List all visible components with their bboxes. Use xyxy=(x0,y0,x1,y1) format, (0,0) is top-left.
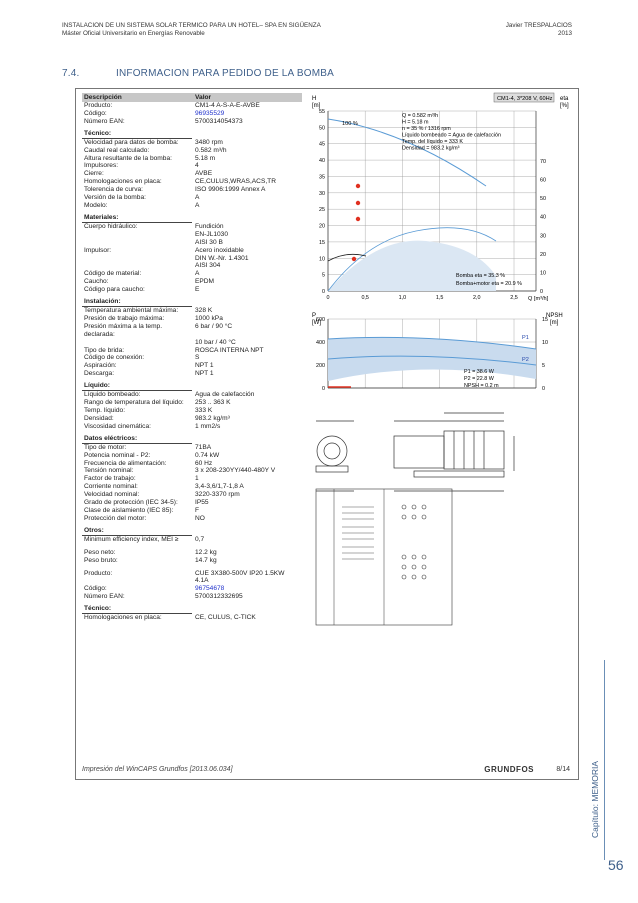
table-row xyxy=(82,407,302,415)
table-row xyxy=(82,155,302,163)
row-value: NPT 1 xyxy=(195,370,214,378)
row-value: A xyxy=(195,201,200,209)
info-line: n = 35 % / 1316 rpm xyxy=(402,126,451,132)
row-value: ROSCA INTERNA NPT xyxy=(195,346,264,354)
table-row xyxy=(82,102,302,110)
table-row xyxy=(82,515,302,523)
row-key xyxy=(82,262,194,270)
dimension-drawing xyxy=(314,401,574,501)
row-key: Código para caucho: xyxy=(84,286,145,294)
legend-eta: Bomba eta = 35.3 % xyxy=(456,273,505,279)
table-row xyxy=(82,347,302,355)
row-key: Código: xyxy=(84,109,107,117)
section-subheading: Otros: xyxy=(82,527,192,536)
row-value: ISO 9906:1999 Annex A xyxy=(195,186,266,194)
row-key xyxy=(82,239,194,247)
info-line: Líquido bombeado = Agua de calefacción xyxy=(402,132,502,139)
row-value: A xyxy=(195,270,200,278)
info-line: H = 5.18 m xyxy=(402,119,429,126)
op-point-2 xyxy=(356,201,360,205)
header-left xyxy=(62,22,321,38)
p-tick: 600 xyxy=(316,317,325,323)
info-block xyxy=(402,113,501,152)
row-key: Modelo: xyxy=(84,201,108,209)
row-key: Producto: xyxy=(84,102,113,109)
h-tick: 25 xyxy=(319,207,325,214)
table-row xyxy=(82,614,302,622)
svg-text:NPSH: NPSH xyxy=(546,313,563,319)
row-value: IP55 xyxy=(195,499,209,507)
row-key: Frecuencia de alimentación: xyxy=(84,459,167,467)
power-chart xyxy=(306,309,576,395)
row-key: Densidad: xyxy=(84,414,114,422)
sheet-page: 8/14 xyxy=(556,766,570,773)
performance-chart xyxy=(306,91,576,309)
row-key: Impulsor: xyxy=(84,246,112,254)
row-value: 96935529 xyxy=(195,109,225,117)
row-value: 5.18 m xyxy=(195,154,216,162)
table-row xyxy=(82,247,302,255)
row-value: AISI 30 B xyxy=(195,238,223,246)
table-row xyxy=(82,491,302,499)
val-p2: P2 = 22.8 W xyxy=(464,376,494,382)
datasheet xyxy=(75,88,579,780)
npsh-tick: 10 xyxy=(542,340,548,346)
row-key: Tolerencia de curva: xyxy=(84,186,144,194)
row-value: 6 bar / 90 °C xyxy=(195,322,233,330)
section-subheading: Datos eléctricos: xyxy=(82,435,192,444)
h-tick: 45 xyxy=(319,141,325,148)
svg-text:[%]: [%] xyxy=(560,103,569,109)
row-key: Cierre: xyxy=(84,170,104,178)
q-tick: 0,5 xyxy=(361,295,369,301)
spec-table xyxy=(82,93,302,622)
eta-tick: 60 xyxy=(540,177,546,184)
side-line xyxy=(604,660,605,860)
row-key: Versión de la bomba: xyxy=(84,194,146,202)
row-value: EN-JL1030 xyxy=(195,230,228,238)
row-value: NPT 1 xyxy=(195,362,214,370)
table-row xyxy=(82,483,302,491)
row-key: Presión máxima a la temp. declarada: xyxy=(84,322,163,338)
row-value: NO xyxy=(195,514,205,522)
row-key: Altura resultante de la bomba: xyxy=(84,154,172,162)
row-key: Código: xyxy=(84,585,107,593)
table-row xyxy=(82,223,302,231)
footer-note: Impresión del WinCAPS Grundfos [2013.06.034] xyxy=(82,766,233,773)
table-row xyxy=(82,262,302,270)
table-row xyxy=(82,170,302,178)
table-row xyxy=(82,178,302,186)
row-value: 1000 kPa xyxy=(195,314,223,322)
row-key: Tipo de motor: xyxy=(84,443,127,451)
page-number: 56 xyxy=(608,857,624,873)
row-value: 5700314054373 xyxy=(195,117,243,125)
eta-tick: 0 xyxy=(540,289,543,295)
row-key: Potencia nominal - P2: xyxy=(84,451,151,459)
h-tick: 50 xyxy=(319,125,325,132)
info-line: Q = 0.582 m³/h xyxy=(402,113,439,119)
table-row xyxy=(82,391,302,399)
table-row xyxy=(82,593,302,601)
section-title: INFORMACION PARA PEDIDO DE LA BOMBA xyxy=(116,68,334,79)
row-key xyxy=(82,231,194,239)
row-value: 12.2 kg xyxy=(195,548,217,556)
row-value: E xyxy=(195,286,200,294)
table-row xyxy=(82,549,302,557)
chart-badge: CM1-4, 3*208 V, 60Hz xyxy=(497,96,553,102)
row-value: 4.1A xyxy=(195,577,209,585)
row-value: 333 K xyxy=(195,407,213,414)
table-row xyxy=(82,536,302,544)
table-row xyxy=(82,585,302,593)
pump-end-view xyxy=(317,436,347,466)
row-key: Líquido bombeado: xyxy=(84,391,141,399)
section-heading xyxy=(62,68,334,79)
row-key: Factor de trabajo: xyxy=(84,475,136,483)
p-tick: 0 xyxy=(322,386,325,392)
row-key: Presión de trabajo máxima: xyxy=(84,314,165,322)
table-row xyxy=(82,354,302,362)
table-row xyxy=(82,110,302,118)
power-area xyxy=(328,337,536,381)
row-key: Homologaciones en placa: xyxy=(84,614,162,622)
table-row xyxy=(82,323,302,339)
row-key: Temp. líquido: xyxy=(84,407,126,414)
chapter-label xyxy=(588,740,602,840)
table-row xyxy=(82,278,302,286)
row-key: Rango de temperatura del líquido: xyxy=(84,399,184,407)
h-tick: 20 xyxy=(319,223,325,230)
row-value: 253 .. 363 K xyxy=(195,399,231,407)
col-value: Valor xyxy=(195,94,212,101)
row-key: Homologaciones en placa: xyxy=(84,178,162,186)
h-tick: 0 xyxy=(322,289,325,295)
row-key: Número EAN: xyxy=(84,117,125,125)
h-tick: 35 xyxy=(319,174,325,181)
row-value: S xyxy=(195,354,200,362)
row-value: 96754678 xyxy=(195,585,225,593)
table-row xyxy=(82,231,302,239)
table-header xyxy=(82,93,302,102)
info-line: Temp. del líquido = 333 K xyxy=(402,139,463,145)
row-value: 5700312332695 xyxy=(195,593,243,601)
table-row xyxy=(82,139,302,147)
row-value: 4 xyxy=(195,162,199,170)
table-row xyxy=(82,452,302,460)
q-tick: 0 xyxy=(326,295,330,301)
row-key: Velocidad nominal: xyxy=(84,491,140,499)
col-description: Descripción xyxy=(84,94,122,101)
doc-title: INSTALACION DE UN SISTEMA SOLAR TERMICO PARA UN HOTEL– SPA EN SIGÜENZA xyxy=(62,22,321,29)
row-key: Peso bruto: xyxy=(84,556,118,564)
table-row xyxy=(82,475,302,483)
row-key: Número EAN: xyxy=(84,593,125,601)
h-tick: 55 xyxy=(319,109,325,115)
table-row xyxy=(82,444,302,452)
section-subheading: Materiales: xyxy=(82,214,192,223)
h-tick: 15 xyxy=(319,239,325,246)
row-value: A xyxy=(195,194,200,202)
label-p1: P1 xyxy=(522,335,529,341)
row-value: 71BA xyxy=(195,443,212,451)
doc-year: 2013 xyxy=(557,30,572,37)
row-key: Grado de protección (IEC 34-5): xyxy=(84,499,178,507)
eta-tick: 70 xyxy=(540,159,546,165)
svg-text:[m]: [m] xyxy=(312,103,321,109)
row-key: Descarga: xyxy=(84,370,115,378)
legend-eta-motor: Bomba+motor eta = 20.9 % xyxy=(456,281,522,287)
row-value: 3,4-3,6/1,7-1,8 A xyxy=(195,483,244,491)
table-row xyxy=(82,370,302,378)
row-value: CM1-4 A-S-A-E-AVBE xyxy=(195,102,260,109)
table-row xyxy=(82,194,302,202)
row-key: Velocidad para datos de bomba: xyxy=(84,138,179,146)
table-row xyxy=(82,460,302,468)
op-point-3 xyxy=(356,217,360,221)
table-row xyxy=(82,362,302,370)
row-value: 0.74 kW xyxy=(195,451,220,459)
row-value: 0.582 m³/h xyxy=(195,146,227,154)
svg-text:Capítulo: MEMORIA: Capítulo: MEMORIA xyxy=(590,761,600,838)
table-row xyxy=(82,467,302,475)
row-key xyxy=(82,577,194,585)
row-value: AVBE xyxy=(195,170,213,178)
q-tick: 1,0 xyxy=(398,295,407,301)
row-value: CE, CULUS, C-TICK xyxy=(195,614,256,622)
h-tick: 30 xyxy=(319,190,325,197)
eta-tick: 30 xyxy=(540,233,546,240)
section-subheading: Instalación: xyxy=(82,298,192,307)
row-value: Acero inoxidable xyxy=(195,246,244,254)
row-key: Protección del motor: xyxy=(84,514,147,522)
row-key: Cuerpo hidráulico: xyxy=(84,222,138,230)
svg-text:[W]: [W] xyxy=(312,320,321,326)
row-value: AISI 304 xyxy=(195,262,221,270)
doc-subtitle: Máster Oficial Universitario en Energías Renovable xyxy=(62,30,205,37)
row-value: 328 K xyxy=(195,307,213,315)
table-row xyxy=(82,186,302,194)
table-row xyxy=(82,415,302,423)
table-row xyxy=(82,499,302,507)
q-unit: Q [m³/h] xyxy=(528,296,549,302)
row-key: Peso neto: xyxy=(84,548,116,556)
q-tick: 2,0 xyxy=(473,295,481,301)
table-row xyxy=(82,307,302,315)
row-key: Minimum efficiency index, MEI ≥ xyxy=(84,535,179,543)
row-key: Producto: xyxy=(84,569,113,577)
doc-author: Javier TRESPALACIOS xyxy=(505,22,572,29)
table-row xyxy=(82,118,302,126)
p-tick: 400 xyxy=(316,340,325,346)
row-key: Viscosidad cinemática: xyxy=(84,422,151,430)
row-value: 3 x 208-230YY/440-480Y V xyxy=(195,467,276,475)
pct-label: 100 % xyxy=(342,121,358,127)
section-subheading: Líquido: xyxy=(82,382,192,391)
row-key xyxy=(82,255,194,263)
row-key xyxy=(82,339,194,347)
eta-tick: 50 xyxy=(540,196,546,203)
row-key: Tensión nominal: xyxy=(84,467,134,475)
section-subheading: Técnico: xyxy=(82,130,192,139)
row-key: Caucho: xyxy=(84,278,109,286)
svg-text:P: P xyxy=(312,313,317,319)
npsh-tick: 5 xyxy=(542,363,545,369)
eta-unit: eta xyxy=(560,96,569,102)
row-value: 983.2 kg/m³ xyxy=(195,414,230,422)
table-row xyxy=(82,255,302,263)
table-row xyxy=(82,286,302,294)
row-value: 1 mm2/s xyxy=(195,422,221,430)
row-key: Código de conexión: xyxy=(84,354,145,362)
row-value: 0,7 xyxy=(195,535,205,543)
row-value: F xyxy=(195,506,200,514)
table-row xyxy=(82,399,302,407)
section-number: 7.4. xyxy=(62,68,80,79)
h-unit: H xyxy=(312,96,317,102)
row-key: Tipo de brida: xyxy=(84,346,125,354)
row-value: 60 Hz xyxy=(195,459,213,467)
table-row xyxy=(82,270,302,278)
table-row xyxy=(82,570,302,578)
h-tick: 10 xyxy=(319,256,325,263)
row-value: CE,CULUS,WRAS,ACS,TR xyxy=(195,178,276,186)
h-tick: 40 xyxy=(319,158,325,165)
eta-tick: 40 xyxy=(540,214,546,221)
row-value: EPDM xyxy=(195,278,215,286)
row-key: Caudal real calculado: xyxy=(84,146,150,154)
pump-side-motor xyxy=(394,436,444,468)
row-key: Clase de aislamiento (IEC 85): xyxy=(84,506,174,514)
table-row xyxy=(82,147,302,155)
val-p1: P1 = 38.6 W xyxy=(464,369,494,375)
row-key: Aspiración: xyxy=(84,362,117,370)
section-subheading: Técnico: xyxy=(82,605,192,614)
label-p2: P2 xyxy=(522,357,529,363)
table-row xyxy=(82,557,302,565)
row-value: 3480 rpm xyxy=(195,138,223,146)
eta-tick: 20 xyxy=(540,251,546,258)
wiring-diagram xyxy=(314,487,454,627)
row-key: Impulsores: xyxy=(84,162,119,170)
h-tick: 5 xyxy=(322,272,325,279)
q-tick: 1,5 xyxy=(435,295,444,301)
table-row xyxy=(82,202,302,210)
row-key: Corriente nominal: xyxy=(84,483,138,491)
row-value: Fundición xyxy=(195,222,224,230)
op-point-4 xyxy=(352,257,356,261)
table-row xyxy=(82,315,302,323)
svg-text:[m]: [m] xyxy=(550,320,559,326)
grundfos-logo: GRUNDFOS xyxy=(484,765,534,774)
table-row xyxy=(82,239,302,247)
eta-tick: 10 xyxy=(540,270,546,277)
row-value: 14.7 kg xyxy=(195,556,217,564)
op-point-1 xyxy=(356,184,360,188)
header-right xyxy=(506,22,572,38)
row-value: 1 xyxy=(195,475,199,483)
table-row xyxy=(82,423,302,431)
q-tick: 2,5 xyxy=(510,295,518,301)
row-value: DIN W.-Nr. 1.4301 xyxy=(195,254,249,262)
row-value: 3220-3370 rpm xyxy=(195,491,240,499)
val-npsh: NPSH = 0.2 m xyxy=(464,383,499,389)
npsh-tick: 15 xyxy=(542,317,548,323)
table-row xyxy=(82,162,302,170)
row-key: Código de material: xyxy=(84,270,142,278)
table-row xyxy=(82,339,302,347)
row-key: Temperatura ambiental máxima: xyxy=(84,307,179,315)
p-tick: 200 xyxy=(316,363,325,369)
table-row xyxy=(82,577,302,585)
row-value: Agua de calefacción xyxy=(195,391,255,399)
info-line: Densidad = 983.2 kg/m³ xyxy=(402,145,460,152)
table-row xyxy=(82,507,302,515)
row-value: 10 bar / 40 °C xyxy=(195,338,236,346)
npsh-tick: 0 xyxy=(542,386,545,392)
row-value: CUE 3X380-500V IP20 1.5KW xyxy=(195,569,285,577)
